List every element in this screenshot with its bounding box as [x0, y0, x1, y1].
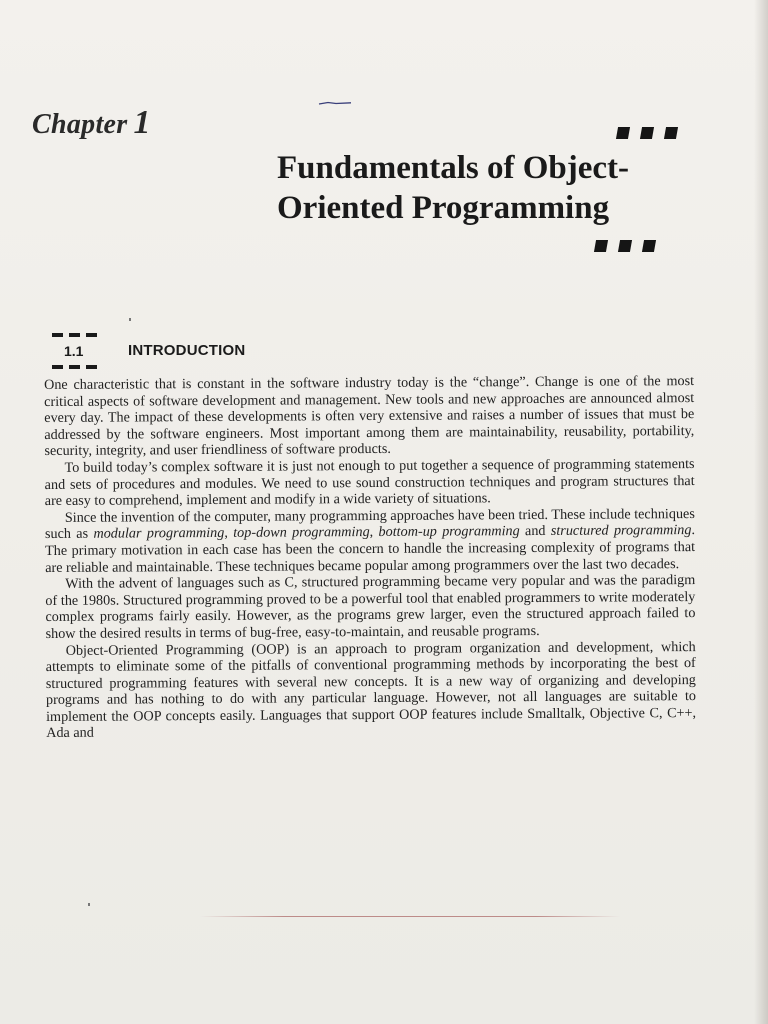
section-marks-bottom [52, 365, 97, 369]
body-text [44, 373, 696, 742]
body-paragraph [45, 506, 695, 576]
section-marks-top [52, 333, 97, 337]
ornament-square [594, 240, 608, 252]
page-bottom-line [200, 916, 620, 917]
chapter-number: 1 [133, 104, 151, 141]
italic-term: structured programming [550, 522, 692, 540]
italic-term: top-down programming [233, 524, 370, 542]
title-ornament-bottom [595, 240, 655, 252]
chapter-label [32, 104, 151, 142]
text-run: Since the invention of the computer, many programming approaches have been tried. These include techniques such as [44, 505, 695, 543]
chapter-word: Chapter [32, 109, 128, 140]
body-paragraph [45, 572, 695, 642]
section-title: INTRODUCTION [128, 342, 246, 359]
ornament-square [640, 127, 654, 139]
text-run: One characteristic that is constant in the software industry today is the “change”. Change is one of the most critical aspects of software development and management. New tools and new approaches are announced almost every day. The impact of these developments is often very extensive and raises a number of issues that must be addressed by the software engineers. Most important among them are maintainability, reusability, portability, security, integrity, and user friendliness of software products. [44, 373, 695, 460]
body-paragraph [45, 456, 695, 510]
ornament-square [642, 240, 656, 252]
section-dash [69, 333, 80, 337]
ornament-square [618, 240, 632, 252]
page-edge-shadow [754, 0, 768, 1024]
text-run: , [224, 525, 234, 542]
paper-speck [129, 318, 131, 321]
section-dash [69, 365, 80, 369]
chapter-title-line-2: Oriented Programming [277, 190, 610, 226]
section-dash [52, 365, 63, 369]
pen-mark [318, 101, 352, 105]
text-run: , [369, 524, 379, 541]
section-dash [86, 365, 97, 369]
text-run: Object-Oriented Programming (OOP) is an approach to program organization and development, which attempts to eliminate some of the pitfalls of conventional programming methods by incorporating the best of structured programming features with several new concepts. It is a new way of organizing and developing programs and has nothing to do with any particular language. However, not all languages are suitable to implement the OOP concepts easily. Languages that support OOP features include Smalltalk, Objective C, C++, Ada and [45, 638, 697, 742]
chapter-title-line-1: Fundamentals of Object- [277, 150, 629, 186]
section-number: 1.1 [64, 343, 84, 359]
italic-term: modular programming [93, 525, 225, 543]
body-paragraph [44, 373, 694, 460]
text-run: and [519, 523, 551, 540]
ornament-square [616, 127, 630, 139]
text-run: . The primary motivation in each case has been the concern to handle the increasing complexity of programs that are reliable and maintainable. These techniques became popular among programmers over the last two decades. [45, 522, 696, 576]
paper-speck [88, 903, 90, 906]
italic-term: bottom-up programming [378, 523, 520, 541]
text-run: With the advent of languages such as C, structured programming became very popular and was the paradigm of the 1980s. Structured programming proved to be a powerful tool that enabled programmers to write moderately complex programs fairly easily. However, as the programs grew larger, even the structured approach failed to show the desired results in terms of bug-free, easy-to-maintain, and reusable programs. [45, 572, 696, 642]
title-ornament-top [617, 127, 677, 139]
section-dash [52, 333, 63, 337]
chapter-title [277, 148, 697, 228]
text-run: To build today’s complex software it is just not enough to put together a sequence of programming statements and sets of procedures and modules. We need to use sound construction techniques and program structures that are easy to comprehend, implement and modify in a wide variety of situations. [44, 455, 695, 510]
section-dash [86, 333, 97, 337]
ornament-square [664, 127, 678, 139]
body-paragraph [46, 639, 697, 743]
